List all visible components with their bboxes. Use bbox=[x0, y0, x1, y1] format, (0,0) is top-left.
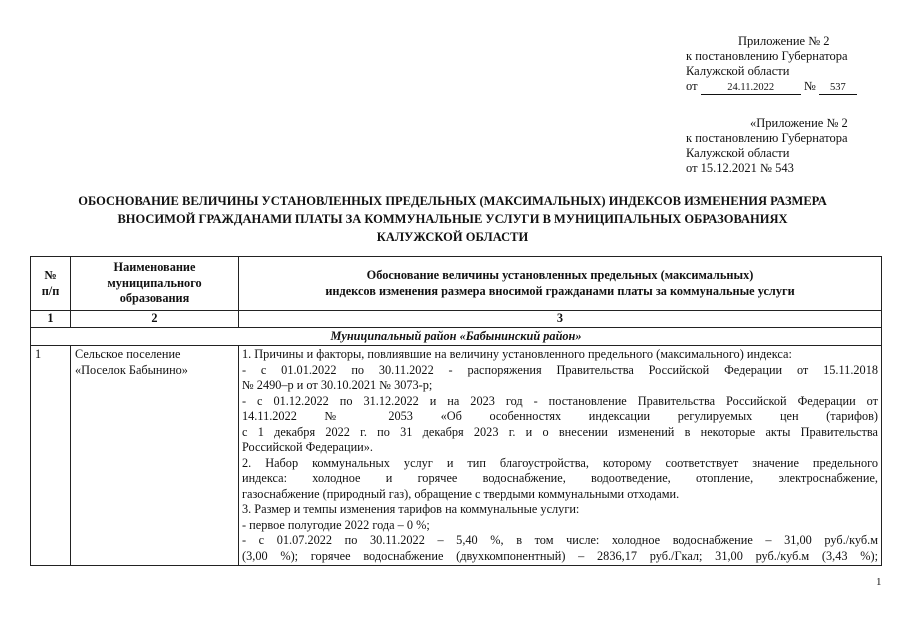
text-line: - первое полугодие 2022 года – 0 %; bbox=[242, 517, 430, 532]
text-line: индекса: холодное и горячее водоснабжение, водоотведение, отопление, электроснабжение, bbox=[242, 471, 878, 485]
prior-appendix-line-2: к постановлению Губернатора bbox=[686, 131, 848, 145]
text-line: 1. Причины и факторы, повлиявшие на величину установленного предельного (максимального) индекса: bbox=[242, 347, 792, 361]
prior-appendix-line-3: Калужской области bbox=[686, 146, 790, 160]
page-number: 1 bbox=[876, 576, 882, 588]
text-line: Российской Федерации». bbox=[242, 440, 373, 454]
column-number-row bbox=[31, 311, 882, 328]
text-line: 2. Набор коммунальных услуг и тип благоустройства, которому соответствует значение предельного bbox=[242, 455, 878, 470]
appendix-header bbox=[686, 34, 857, 95]
appendix-line-2: к постановлению Губернатора bbox=[686, 49, 848, 63]
decree-date: 24.11.2022 bbox=[701, 82, 801, 95]
header-justification: Обоснование величины установленных предельных (максимальных) индексов изменения размера вносимой гражданами платы за коммунальные услуги bbox=[239, 257, 882, 311]
text-line: - с 01.07.2022 по 30.11.2022 – 5,40 %, в том числе: холодное водоснабжение – 31,00 руб./куб.м bbox=[242, 533, 878, 547]
header-number: № п/п bbox=[31, 257, 71, 311]
text-line: - с 01.01.2022 по 30.11.2022 - распоряжения Правительства Российской Федерации от 15.11.2018 bbox=[242, 362, 878, 377]
municipality-name: Сельское поселение «Поселок Бабынино» bbox=[71, 346, 239, 566]
prior-appendix-line-4: от 15.12.2021 № 543 bbox=[686, 161, 794, 175]
prior-appendix-header bbox=[686, 116, 848, 176]
text-line: № 2490–р и от 30.10.2021 № 3073-р; bbox=[242, 378, 433, 392]
title-line: ОБОСНОВАНИЕ ВЕЛИЧИНЫ УСТАНОВЛЕННЫХ ПРЕДЕЛЬНЫХ (МАКСИМАЛЬНЫХ) ИНДЕКСОВ ИЗМЕНЕНИЯ РАЗМЕРА bbox=[78, 194, 827, 208]
number-label: № bbox=[803, 79, 816, 93]
column-number: 2 bbox=[71, 311, 239, 328]
row-number: 1 bbox=[31, 346, 71, 566]
header-municipality: Наименование муниципального образования bbox=[71, 257, 239, 311]
text-line: 3. Размер и темпы изменения тарифов на коммунальные услуги: bbox=[242, 502, 580, 516]
title-line: ВНОСИМОЙ ГРАЖДАНАМИ ПЛАТЫ ЗА КОММУНАЛЬНЫЕ УСЛУГИ В МУНИЦИПАЛЬНЫХ ОБРАЗОВАНИЯХ bbox=[117, 212, 788, 226]
text-line: (3,00 %); горячее водоснабжение (двухкомпонентный) – 2836,17 руб./Гкал; 31,00 руб./куб.м (3,43 %); bbox=[242, 548, 878, 563]
table-header-row bbox=[31, 257, 882, 311]
prior-appendix-title: «Приложение № 2 bbox=[750, 116, 848, 130]
section-row bbox=[31, 327, 882, 346]
column-number: 1 bbox=[31, 311, 71, 328]
justification-table bbox=[30, 256, 882, 566]
text-line: газоснабжение (природный газ), обращение с твердыми коммунальными отходами. bbox=[242, 486, 680, 501]
text-line: с 1 декабря 2022 г. по 31 декабря 2023 г. и о внесении изменений в некоторые акты Правительства bbox=[242, 424, 878, 439]
column-number: 3 bbox=[239, 311, 882, 328]
appendix-date-line bbox=[686, 79, 857, 95]
text-line: - с 01.12.2022 по 31.12.2022 и на 2023 год - постановление Правительства Российской Федерации от bbox=[242, 393, 878, 408]
appendix-title: Приложение № 2 bbox=[738, 34, 830, 48]
title-line: КАЛУЖСКОЙ ОБЛАСТИ bbox=[376, 230, 529, 244]
appendix-line-3: Калужской области bbox=[686, 64, 790, 78]
text-line: 14.11.2022 № 2053 «Об особенностях индексации регулируемых цен (тарифов) bbox=[242, 409, 878, 423]
from-label: от bbox=[686, 79, 698, 93]
decree-number: 537 bbox=[819, 82, 857, 95]
justification-text bbox=[239, 346, 882, 566]
section-title: Муниципальный район «Бабынинский район» bbox=[31, 327, 882, 346]
document-title bbox=[20, 192, 885, 246]
table-row bbox=[31, 346, 882, 566]
